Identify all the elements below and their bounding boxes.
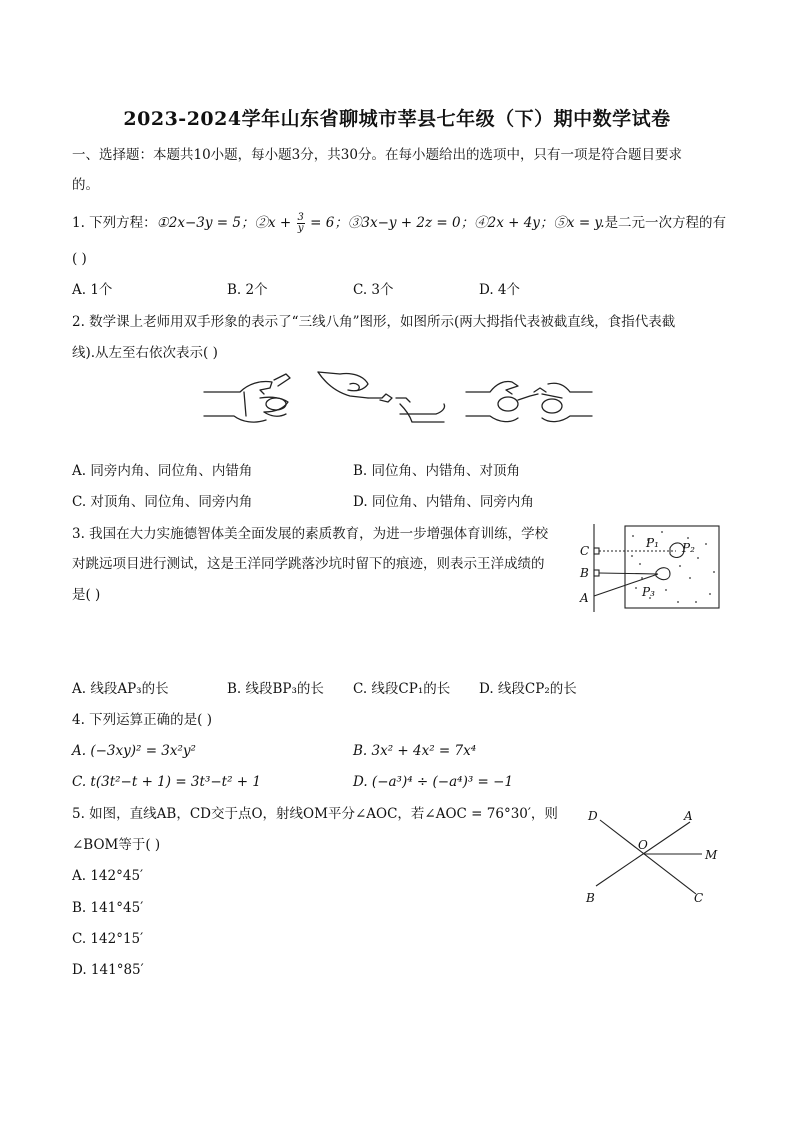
question-4-stem: 4. 下列运算正确的是( ) [72,712,212,728]
q3-option-d: D. 线段CP₂的长 [479,681,577,697]
fig3-label-p1: P₁ [646,536,659,550]
q1-eq1: ①2x−3y = 5； [156,215,255,231]
q4-option-b: B. 3x² + 4x² = 7x⁴ [353,743,477,759]
q3-option-c: C. 线段CP₁的长 [353,681,451,697]
q1-option-c: C. 3个 [353,282,394,298]
q2-option-a: A. 同旁内角、同位角、内错角 [72,463,253,479]
page-title: 2023-2024学年山东省聊城市莘县七年级（下）期中数学试卷 [123,108,671,130]
long-jump-figure [578,518,724,618]
hands-figure [200,370,596,432]
question-5-line1: 5. 如图，直线AB，CD交于点O，射线OM平分∠AOC，若∠AOC = 76°30′，则 [72,806,558,822]
fig3-label-b: B [580,566,589,580]
q5-option-b: B. 141°45′ [72,900,144,916]
q1-frac-num: 3 [297,212,304,223]
foot-mark-c [594,548,599,554]
fig5-label-b: B [586,891,595,905]
fig5-label-c: C [694,891,704,905]
q1-frac-den: y [297,223,304,234]
q1-prefix: 1. 下列方程： [72,215,157,231]
q1-eq4: ④2x + 4y； [474,215,554,231]
section-heading-line2: 的。 [72,177,99,193]
intersecting-lines-figure [578,802,728,910]
q1-eq3: ③3x−y + 2z = 0； [347,215,475,231]
q4-option-c: C. t(3t²−t + 1) = 3t³−t² + 1 [72,774,261,790]
q1-eq5: ⑤x = y. [553,215,605,231]
q1-eq2a: ②x + [254,215,296,231]
fig3-label-a: A [580,591,589,605]
section-heading-line1: 一、选择题：本题共10小题，每小题3分，共30分。在每小题给出的选项中，只有一项是符合题目要求 [72,147,682,163]
q2-option-b: B. 同位角、内错角、对顶角 [353,463,521,479]
q4-option-d: D. (−a³)⁴ ÷ (−a⁴)³ = −1 [353,774,514,790]
question-2-line2: 线).从左至右依次表示( ) [72,345,218,361]
q1-option-d: D. 4个 [479,282,521,298]
hands-pair-3 [466,381,592,421]
q1-fraction [297,213,305,234]
q1-paren: ( ) [72,251,87,267]
segment-bp3 [599,573,658,574]
hands-pair-1 [204,374,290,422]
fig3-label-c: C [580,544,590,558]
sand-pit [625,526,719,608]
q1-option-a: A. 1个 [72,282,113,298]
q1-option-b: B. 2个 [227,282,268,298]
fig3-label-p2: P₂ [682,541,695,555]
q5-option-a: A. 142°45′ [72,868,144,884]
q3-option-b: B. 线段BP₃的长 [227,681,324,697]
q4-option-a: A. (−3xy)² = 3x²y² [72,743,196,759]
question-1-stem [72,213,726,234]
q1-eq2b: = 6； [305,215,348,231]
q2-option-c: C. 对顶角、同位角、同旁内角 [72,494,253,510]
fig5-label-d: D [588,809,598,823]
question-3-line2: 对跳远项目进行测试，这是王洋同学跳落沙坑时留下的痕迹，则表示王洋成绩的 [72,556,545,572]
hands-pair-2 [318,372,445,422]
q5-option-d: D. 141°85′ [72,962,144,978]
question-3-line1: 3. 我国在大力实施德智体美全面发展的素质教育，为进一步增强体育训练，学校 [72,526,549,542]
line-dc [600,820,696,894]
question-2-line1: 2. 数学课上老师用双手形象的表示了“三线八角”图形，如图所示(两大拇指代表被截直线，食指代表截 [72,314,676,330]
footprint-3 [656,568,670,580]
foot-mark-b [594,570,599,576]
fig5-label-a: A [684,809,693,823]
fig5-label-m: M [705,848,718,862]
question-5-line2: ∠BOM等于( ) [72,837,161,853]
q3-option-a: A. 线段AP₃的长 [72,681,169,697]
q2-option-d: D. 同位角、内错角、同旁内角 [353,494,534,510]
question-3-line3: 是( ) [72,587,101,603]
q5-option-c: C. 142°15′ [72,931,144,947]
fig3-label-p3: P₃ [642,585,655,599]
q1-suffix: 是二元一次方程的有 [604,215,727,231]
fig5-label-o: O [638,838,648,852]
